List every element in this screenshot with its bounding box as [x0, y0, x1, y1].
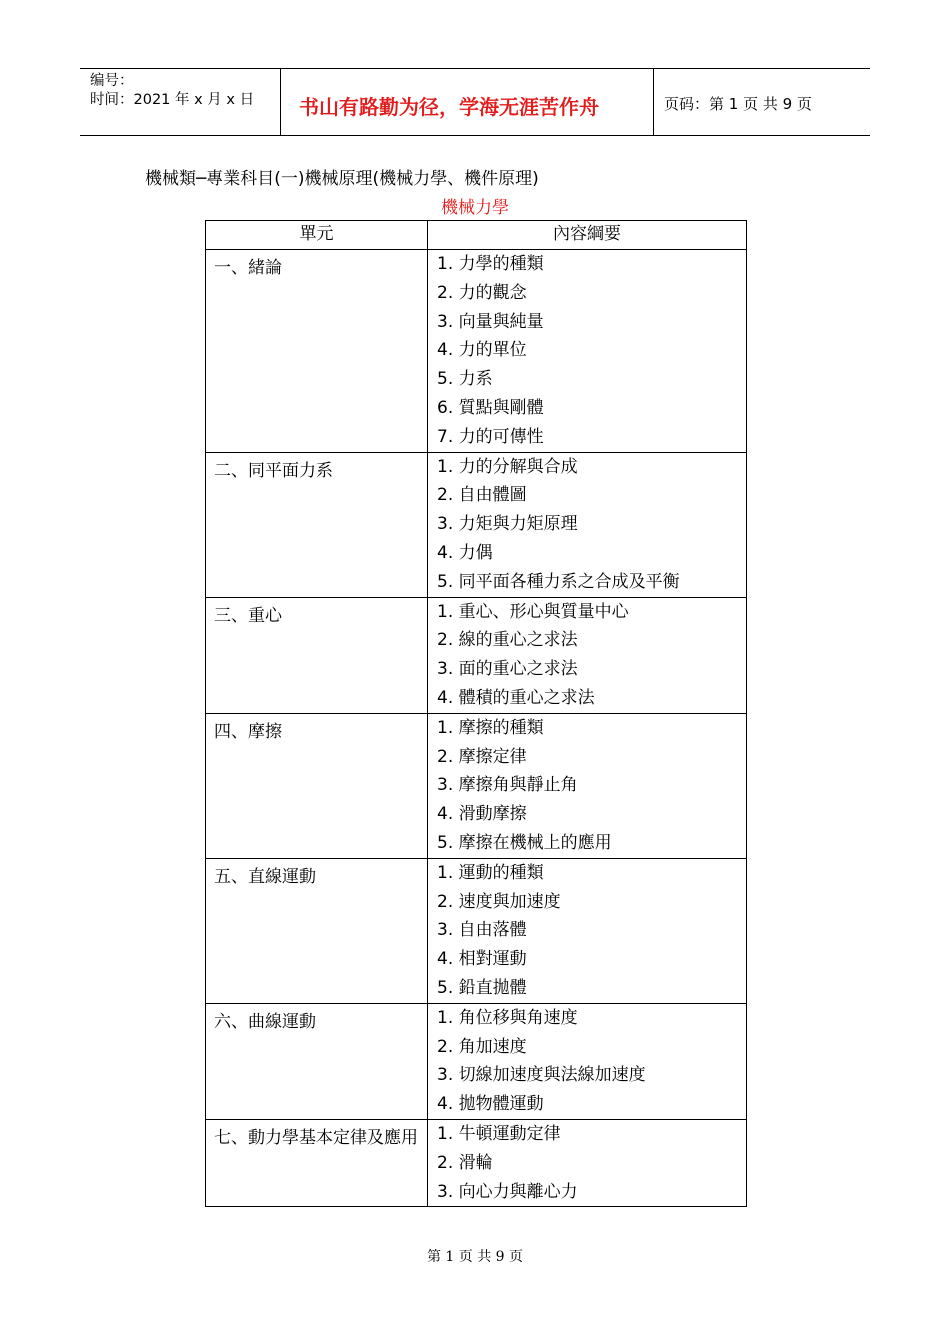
unit-cell — [206, 713, 428, 858]
content-cell — [428, 1119, 747, 1206]
list-item: 4. 力的單位 — [437, 340, 527, 361]
unit-number: 六、 — [214, 1011, 248, 1032]
unit-number: 七、 — [214, 1127, 248, 1148]
content-list — [437, 250, 746, 452]
unit-label — [214, 254, 427, 283]
unit-name: 同平面力系 — [248, 460, 333, 481]
table-body — [206, 250, 747, 1207]
list-item: 1. 力學的種類 — [437, 254, 544, 274]
unit-name: 摩擦 — [248, 721, 282, 742]
unit-cell — [206, 452, 428, 597]
header-motto-cell — [281, 69, 654, 135]
list-item: 2. 速度與加速度 — [437, 891, 561, 912]
unit-label — [214, 1008, 427, 1037]
table-row — [206, 1119, 747, 1206]
table-row — [206, 597, 747, 713]
content-list — [437, 714, 746, 858]
table-row — [206, 452, 747, 597]
list-item: 3. 向量與純量 — [437, 311, 544, 332]
unit-label — [214, 602, 427, 631]
list-item: 2. 摩擦定律 — [437, 746, 527, 767]
content-list — [437, 453, 746, 597]
list-item: 1. 力的分解與合成 — [437, 456, 578, 477]
list-item: 3. 面的重心之求法 — [437, 659, 578, 680]
list-item: 1. 運動的種類 — [437, 862, 544, 883]
unit-cell — [206, 1003, 428, 1119]
list-item: 5. 力系 — [437, 369, 493, 390]
table-row — [206, 713, 747, 858]
content-cell — [428, 1003, 747, 1119]
unit-label — [214, 718, 427, 747]
content-list — [437, 1004, 746, 1119]
list-item: 4. 力偶 — [437, 542, 493, 563]
list-item: 3. 自由落體 — [437, 920, 527, 941]
list-item: 2. 角加速度 — [437, 1036, 527, 1057]
unit-cell — [206, 597, 428, 713]
list-item: 7. 力的可傳性 — [437, 426, 544, 447]
table-row — [206, 858, 747, 1003]
list-item: 5. 同平面各種力系之合成及平衡 — [437, 571, 680, 592]
unit-label — [214, 863, 427, 892]
list-item: 2. 線的重心之求法 — [437, 630, 578, 651]
list-item: 3. 摩擦角與靜止角 — [437, 775, 578, 796]
list-item: 4. 相對運動 — [437, 949, 527, 970]
unit-name: 重心 — [248, 605, 282, 626]
content-list — [437, 1120, 746, 1206]
list-item: 1. 重心、形心與質量中心 — [437, 601, 629, 622]
table-header-row — [206, 221, 747, 250]
list-item: 1. 角位移與角速度 — [437, 1007, 578, 1028]
list-item: 1. 牛頓運動定律 — [437, 1123, 561, 1144]
list-item: 2. 滑輪 — [437, 1152, 493, 1173]
unit-number: 五、 — [214, 866, 248, 887]
unit-cell — [206, 858, 428, 1003]
list-item: 4. 滑動摩擦 — [437, 804, 527, 825]
list-item: 3. 切線加速度與法線加速度 — [437, 1065, 646, 1086]
content-cell — [428, 713, 747, 858]
unit-name: 直線運動 — [248, 866, 316, 887]
unit-name: 緒論 — [248, 258, 282, 278]
code-label: 编号： — [90, 73, 134, 89]
list-item: 5. 鉛直拋體 — [437, 977, 527, 998]
unit-cell — [206, 1119, 428, 1206]
list-item: 2. 自由體圖 — [437, 485, 527, 506]
list-item: 5. 摩擦在機械上的應用 — [437, 832, 612, 853]
list-item: 1. 摩擦的種類 — [437, 717, 544, 738]
content-cell — [428, 250, 747, 453]
list-item: 3. 向心力與離心力 — [437, 1181, 578, 1202]
page-info: 页码：第 1 页 共 9 页 — [664, 95, 812, 113]
content-cell — [428, 858, 747, 1003]
table-row — [206, 250, 747, 453]
column-header-unit: 單元 — [206, 221, 428, 250]
header-page-cell — [654, 69, 870, 135]
unit-name: 動力學基本定律及應用 — [248, 1127, 418, 1148]
unit-label — [214, 457, 427, 486]
list-item: 4. 體積的重心之求法 — [437, 687, 595, 708]
section-title: 機械力學 — [441, 198, 509, 218]
table-row — [206, 1003, 747, 1119]
page-footer: 第 1 页 共 9 页 — [426, 1249, 524, 1265]
content-cell — [428, 597, 747, 713]
page-header — [80, 68, 870, 136]
subject-title: 機械類─專業科目(一)機械原理(機械力學、機件原理) — [145, 169, 539, 189]
outline-table — [205, 220, 747, 1207]
unit-label — [214, 1124, 427, 1153]
unit-name: 曲線運動 — [248, 1011, 316, 1032]
list-item: 2. 力的觀念 — [437, 282, 527, 303]
list-item: 6. 質點與剛體 — [437, 397, 544, 418]
unit-number: 二、 — [214, 460, 248, 481]
list-item: 4. 拋物體運動 — [437, 1094, 544, 1115]
unit-cell — [206, 250, 428, 453]
column-header-content: 內容綱要 — [428, 221, 747, 250]
motto: 书山有路勤为径，学海无涯苦作舟 — [299, 95, 599, 119]
unit-number: 一、 — [214, 258, 248, 278]
unit-number: 四、 — [214, 721, 248, 742]
header-meta-cell — [80, 69, 281, 135]
time-label: 时间：2021 年 x 月 x 日 — [90, 92, 255, 108]
content-list — [437, 598, 746, 713]
list-item: 3. 力矩與力矩原理 — [437, 514, 578, 535]
content-cell — [428, 452, 747, 597]
unit-number: 三、 — [214, 605, 248, 626]
content-list — [437, 859, 746, 1003]
